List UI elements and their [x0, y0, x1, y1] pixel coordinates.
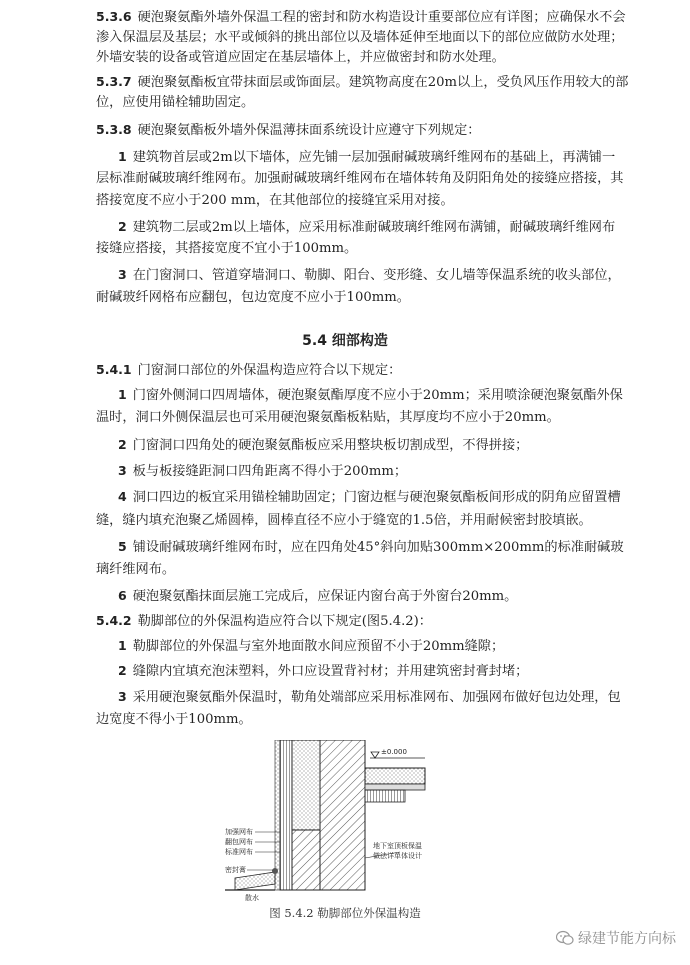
foundation-wall — [292, 830, 320, 890]
para-line: 1 勒脚部位的外保温与室外地面散水间应预留不小于20mm缝隙； — [118, 638, 505, 654]
label-basement-note-1: 地下室顶板保温 — [373, 842, 422, 850]
para-line: 2 缝隙内宜填充泡沫塑料，外口应设置背衬材；并用建筑密封膏封堵； — [118, 663, 529, 679]
para-line: 6 硬泡聚氨酯抹面层施工完成后，应保证内窗台高于外窗台20mm。 — [118, 588, 518, 604]
para-line: 3 板与板接缝距洞口四角距离不得小于200mm； — [118, 463, 408, 479]
para-line: 3 在门窗洞口、管道穿墙洞口、勒脚、阳台、变形缝、女儿墙等保温系统的收头部位， — [118, 267, 621, 283]
para-line: 渗入保温层及基层；水平或倾斜的挑出部位以及墙体延伸至地面以下的部位应做防水处理； — [96, 30, 624, 45]
para-line: 3 采用硬泡聚氨酯外保温时，勒角处端部应采用标准网布、加强网布做好包边处理，包 — [118, 689, 621, 705]
figure-caption: 图 5.4.2 勒脚部位外保温构造 — [269, 906, 421, 920]
label-reinforced-mesh: 加强网布 — [225, 828, 253, 836]
para-line: 5.3.8 硬泡聚氨酯板外墙外保温薄抹面系统设计应遵守下列规定： — [96, 122, 481, 138]
para-line: 4 洞口四边的板宜采用锚栓辅助固定；门窗边框与硬泡聚氨酯板间形成的阴角应留置槽 — [118, 489, 621, 505]
plaster-layer — [275, 740, 280, 890]
watermark — [556, 928, 676, 948]
para-line: 5.4.1 门窗洞口部位的外保温构造应符合以下规定： — [96, 362, 402, 378]
wechat-icon — [556, 930, 574, 946]
para-line: 5.4.2 勒脚部位的外保温构造应符合以下规定(图5.4.2)： — [96, 613, 432, 629]
floor-slab — [365, 768, 425, 784]
slab-insulation — [365, 784, 425, 790]
para-line: 搭接宽度不应小于200 mm，在其他部位的接缝宜采用对接。 — [96, 193, 454, 208]
apron — [235, 872, 275, 890]
elevation-marker — [371, 752, 379, 758]
watermark-text: 绿建节能方向标 — [578, 931, 676, 947]
para-line: 5.3.6 硬泡聚氨酯外墙外保温工程的密封和防水构造设计重要部位应有详图；应确保水不会 — [96, 9, 626, 25]
para-line: 2 门窗洞口四角处的硬泡聚氨酯板应采用整块板切割成型，不得拼接； — [118, 437, 529, 453]
para-line: 边宽度不得小于100mm。 — [96, 712, 252, 727]
section-title: 5.4 细部构造 — [302, 333, 388, 349]
para-line: 1 门窗外侧洞口四周墙体，硬泡聚氨酯厚度不应小于20mm；采用喷涂硬泡聚氨酯外保 — [118, 387, 623, 403]
label-apron: 散水 — [245, 894, 259, 902]
para-line: 缝，缝内填充泡聚乙烯圆棒，圆棒直径不应小于缝宽的1.5倍，并用耐候密封胶填嵌。 — [96, 513, 592, 528]
insulation-layer — [280, 740, 292, 890]
sealant-mark — [272, 868, 278, 874]
base-wall — [292, 740, 320, 830]
para-line: 1 建筑物首层或2m以下墙体，应先铺一层加强耐碱玻璃纤维网布的基础上，再满铺一 — [118, 149, 616, 165]
label-sealant: 密封膏 — [225, 866, 246, 874]
para-line: 层标准耐碱玻璃纤维网布。加强耐碱玻璃纤维网布在墙体转角及阴阳角处的接缝应搭接，其 — [96, 171, 624, 186]
para-line: 耐碱玻纤网格布应翻包，包边宽度不应小于100mm。 — [96, 290, 410, 305]
para-line: 璃纤维网布。 — [96, 562, 176, 577]
para-line: 外墙安装的设备或管道应固定在基层墙体上，并应做密封和防水处理。 — [96, 50, 505, 65]
plinth-insulation-figure — [225, 740, 430, 912]
label-wrap-mesh: 翻包网布 — [225, 838, 253, 846]
para-line: 5.3.7 硬泡聚氨酯板宜带抹面层或饰面层。建筑物高度在20m以上，受负风压作用较大的部 — [96, 74, 629, 90]
concrete-wall — [320, 740, 365, 890]
para-line: 温时，洞口外侧保温层也可采用硬泡聚氨酯板粘贴，其厚度均不应小于20mm。 — [96, 410, 560, 425]
para-line: 2 建筑物二层或2m以上墙体，应采用标准耐碱玻璃纤维网布满铺，耐碱玻璃纤维网布 — [118, 219, 616, 235]
elevation-label: ±0.000 — [381, 748, 407, 756]
para-line: 位，应使用锚栓辅助固定。 — [96, 95, 255, 110]
label-basement-note-2: 做法详单体设计 — [373, 852, 422, 860]
para-line: 接缝应搭接，其搭接宽度不宜小于100mm。 — [96, 241, 358, 256]
label-standard-mesh: 标准网布 — [225, 848, 253, 856]
basement-insulation — [365, 790, 405, 802]
para-line: 5 铺设耐碱玻璃纤维网布时，应在四角处45°斜向加贴300mm×200mm的标准耐碱玻 — [118, 539, 624, 555]
